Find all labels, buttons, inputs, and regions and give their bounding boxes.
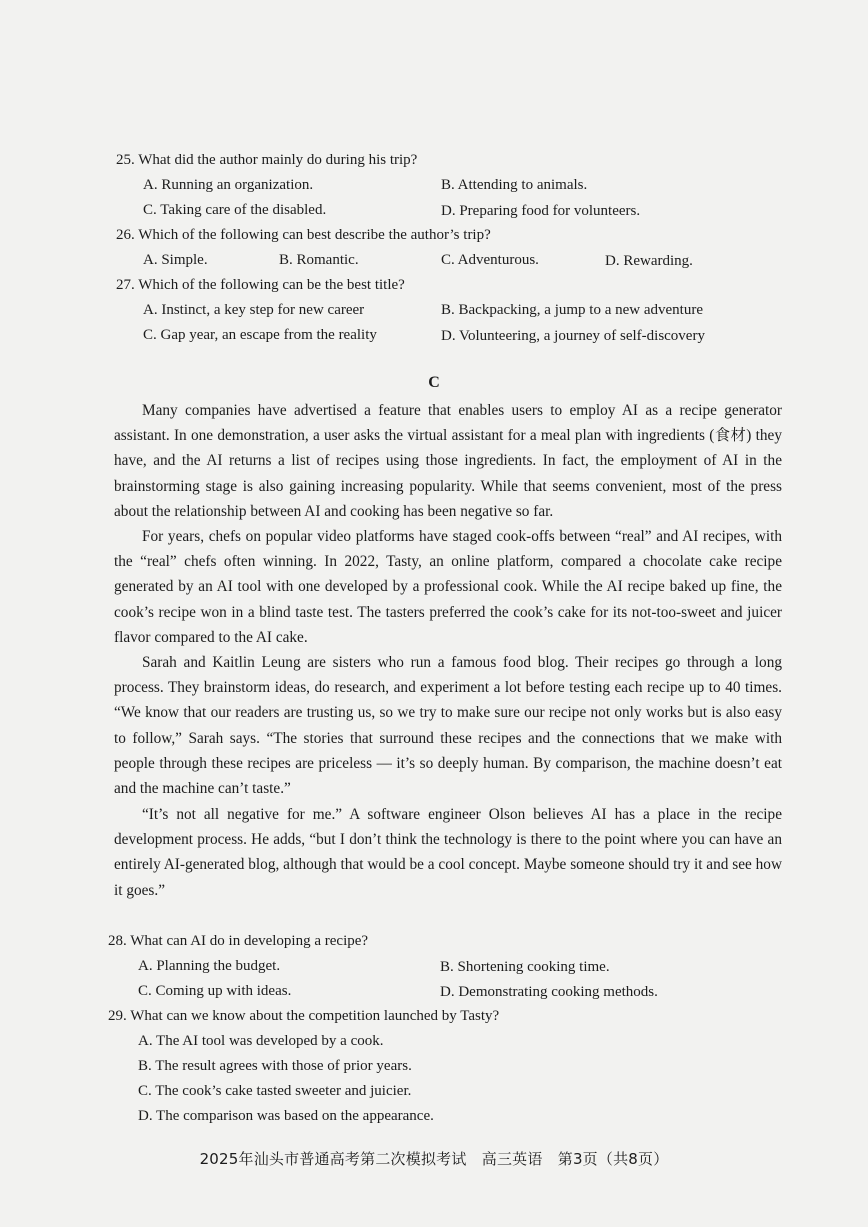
question-26-stem: 26. Which of the following can best describe the author’s trip? [116, 227, 491, 243]
question-27-option-b: B. Backpacking, a jump to a new adventure [441, 302, 704, 318]
question-28-option-b: B. Shortening cooking time. [440, 959, 610, 975]
question-28-stem: 28. What can AI do in developing a recipe? [108, 933, 369, 949]
question-26-option-a: A. Simple. [143, 252, 208, 268]
passage-paragraph-4: “It’s not all negative for me.” A software engineer Olson believes AI has a place in the recipe development process. He adds, “but I don’t think the technology is there to the point where you can have an entirely AI-generated blog, although that would be a cool concept. Maybe someone should try it and see how it goes.” [114, 806, 782, 899]
question-25-option-a: A. Running an organization. [143, 177, 314, 193]
question-27-option-d: D. Volunteering, a journey of self-discovery [441, 328, 705, 344]
question-27-option-c: C. Gap year, an escape from the reality [143, 327, 377, 343]
section-c-title: C [428, 374, 440, 391]
question-29-option-c: C. The cook’s cake tasted sweeter and juicier. [138, 1083, 412, 1099]
question-29-option-d: D. The comparison was based on the appearance. [138, 1108, 434, 1124]
passage-paragraph-1: Many companies have advertised a feature that enables users to employ AI as a recipe generator assistant. In one demonstration, a user asks the virtual assistant for a meal plan with ingredients (食材) they have, and the AI returns a list of recipes using those ingredients. In fact, the employment of AI in the brainstorming stage is also gaining increasing popularity. While that seems convenient, most of the press about the relationship between AI and cooking has been negative so far. [114, 402, 782, 520]
question-26-option-b: B. Romantic. [279, 252, 359, 268]
question-29-option-a: A. The AI tool was developed by a cook. [138, 1033, 384, 1049]
question-28-option-c: C. Coming up with ideas. [138, 983, 292, 999]
question-27-option-a: A. Instinct, a key step for new career [143, 302, 365, 318]
question-29-option-b: B. The result agrees with those of prior years. [138, 1058, 412, 1074]
question-25-option-d: D. Preparing food for volunteers. [441, 203, 641, 219]
page-footer: 2025年汕头市普通高考第二次模拟考试 高三英语 第3页（共8页） [199, 1150, 669, 1168]
passage-paragraph-2: For years, chefs on popular video platforms have staged cook-offs between “real” and AI recipes, with the “real” chefs often winning. In 2022, Tasty, an online platform, compared a chocolate cake recipe generated by an AI tool with one developed by a professional cook. While the AI recipe baked up fine, the cook’s recipe won in a blind taste test. The tasters preferred the cook’s cake for its not-too-sweet and juicer flavor compared to the AI cake. [114, 528, 782, 646]
question-28-option-a: A. Planning the budget. [138, 958, 281, 974]
question-28-option-d: D. Demonstrating cooking methods. [440, 984, 658, 1000]
question-26-option-d: D. Rewarding. [605, 253, 693, 269]
question-25-option-b: B. Attending to animals. [441, 177, 588, 193]
question-25-stem: 25. What did the author mainly do during his trip? [116, 152, 418, 168]
question-26-option-c: C. Adventurous. [441, 252, 539, 268]
question-27-stem: 27. Which of the following can be the best title? [116, 277, 405, 293]
passage-paragraph-3: Sarah and Kaitlin Leung are sisters who run a famous food blog. Their recipes go through a long process. They brainstorm ideas, do research, and experiment a lot before testing each recipe up to 40 times. “We know that our readers are trusting us, so we try to make sure our recipe not only works but is also easy to follow,” Sarah says. “The stories that surround these recipes and the connections that we make with people through these recipes are priceless — it’s so deeply human. By comparison, the machine doesn’t eat and the machine can’t taste.” [114, 654, 782, 798]
question-29-stem: 29. What can we know about the competition launched by Tasty? [108, 1008, 500, 1024]
question-25-option-c: C. Taking care of the disabled. [143, 202, 327, 218]
